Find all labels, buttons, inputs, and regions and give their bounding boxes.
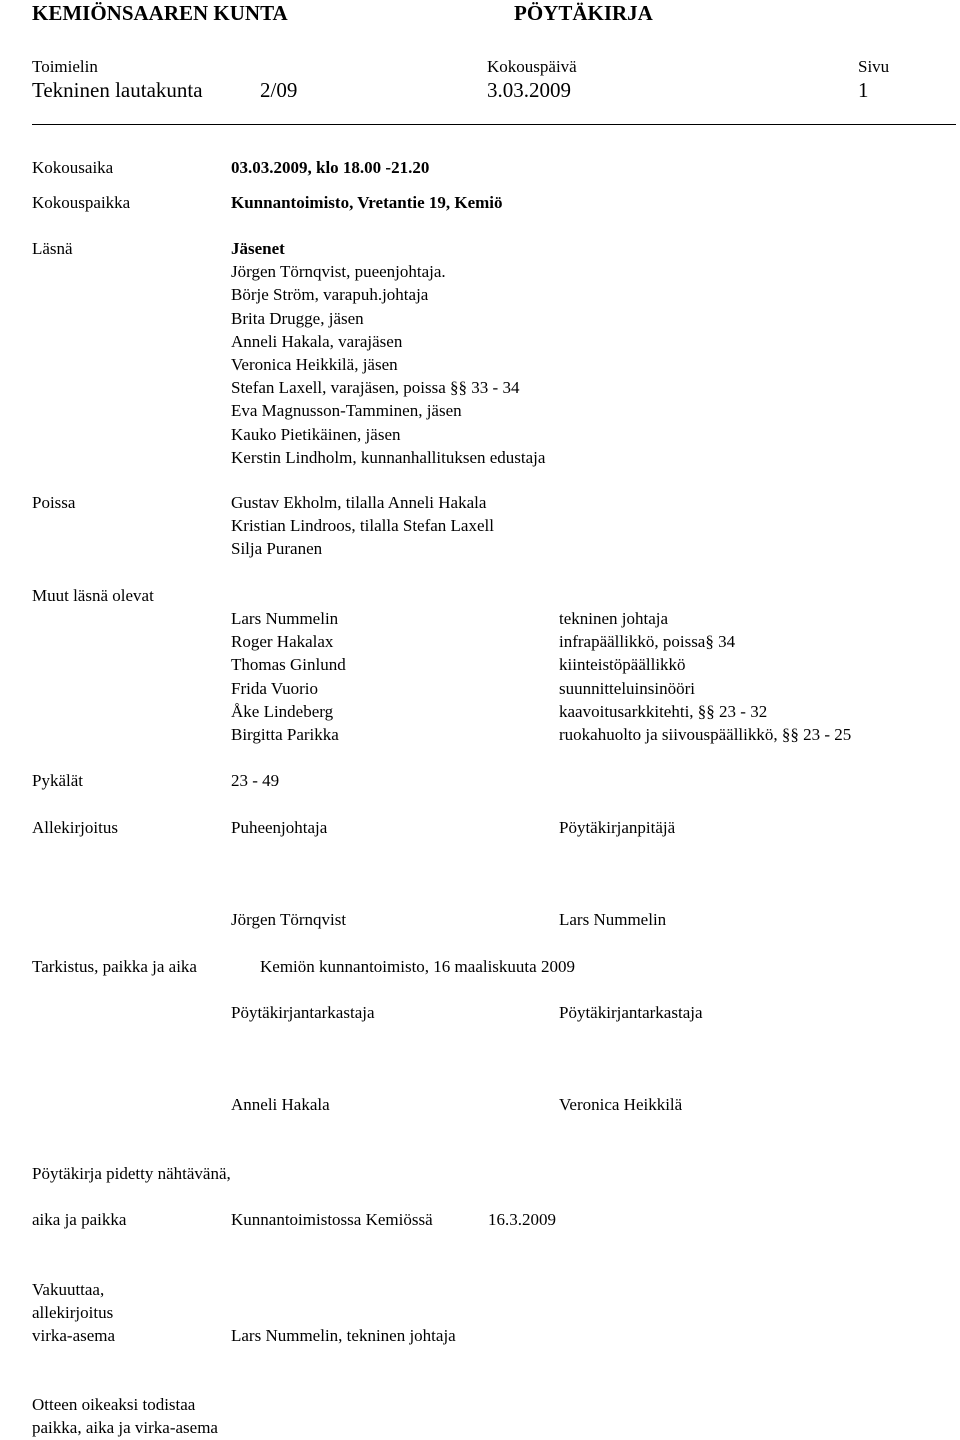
- check-value: Kemiön kunnantoimisto, 16 maaliskuuta 2009: [260, 957, 575, 976]
- extract-block: [32, 1393, 218, 1439]
- others-roles: [559, 607, 851, 746]
- other-person-name: Åke Lindeberg: [231, 701, 334, 721]
- other-person-role: ruokahuolto ja siivouspäällikkö, §§ 23 - 25: [559, 724, 852, 744]
- checker2-label: Pöytäkirjantarkastaja: [559, 1003, 703, 1022]
- secretary-label: Pöytäkirjanpitäjä: [559, 818, 676, 837]
- check-label: Tarkistus, paikka ja aika: [32, 957, 197, 976]
- body-label: Toimielin: [32, 57, 98, 76]
- signature-label: Allekirjoitus: [32, 818, 118, 837]
- other-person-role: infrapäällikkö, poissa§ 34: [559, 632, 736, 652]
- other-person-name: Roger Hakalax: [231, 632, 334, 652]
- others-label: Muut läsnä olevat: [32, 586, 154, 605]
- absent-member: Silja Puranen: [231, 539, 323, 559]
- chair-label: Puheenjohtaja: [231, 818, 328, 837]
- certify-label-line: Vakuuttaa,: [32, 1280, 105, 1299]
- display-label: Pöytäkirja pidetty nähtävänä,: [32, 1164, 231, 1183]
- other-person-name: Lars Nummelin: [231, 609, 339, 628]
- other-person-name: Birgitta Parikka: [231, 724, 339, 744]
- sections-label: Pykälät: [32, 771, 83, 790]
- meeting-place-label: Kokouspaikka: [32, 193, 131, 212]
- date-label: Kokouspäivä: [487, 57, 577, 76]
- present-member: Kerstin Lindholm, kunnanhallituksen edustaja: [231, 447, 546, 467]
- present-member: Stefan Laxell, varajäsen, poissa §§ 33 - 34: [231, 378, 520, 398]
- meeting-time: 03.03.2009, klo 18.00 -21.20: [231, 158, 430, 177]
- absent-block: [231, 491, 494, 561]
- extract-line: Otteen oikeaksi todistaa: [32, 1395, 196, 1414]
- meeting-date: 3.03.2009: [487, 78, 571, 102]
- display-place: Kunnantoimistossa Kemiössä: [231, 1210, 433, 1229]
- header-divider: [32, 124, 956, 125]
- certify-value: Lars Nummelin, tekninen johtaja: [231, 1326, 456, 1345]
- extract-line: paikka, aika ja virka-asema: [32, 1418, 218, 1438]
- absent-member: Gustav Ekholm, tilalla Anneli Hakala: [231, 493, 487, 512]
- present-member: Eva Magnusson-Tamminen, jäsen: [231, 401, 462, 421]
- other-person-role: suunnitteluinsinööri: [559, 678, 695, 698]
- other-person-role: kaavoitusarkkitehti, §§ 23 - 32: [559, 701, 768, 721]
- body-name: Tekninen lautakunta: [32, 78, 203, 102]
- chair-name: Jörgen Törnqvist: [231, 910, 347, 929]
- present-label: Läsnä: [32, 239, 73, 258]
- others-names: [231, 607, 346, 746]
- present-member: Veronica Heikkilä, jäsen: [231, 354, 398, 374]
- present-heading: Jäsenet: [231, 239, 285, 258]
- certify-label-line: virka-asema: [32, 1326, 116, 1346]
- display-time-place-label: aika ja paikka: [32, 1210, 127, 1229]
- meeting-time-label: Kokousaika: [32, 158, 114, 177]
- page-number: 1: [858, 78, 869, 102]
- other-person-name: Thomas Ginlund: [231, 655, 346, 675]
- page-label: Sivu: [858, 57, 890, 76]
- present-member: Brita Drugge, jäsen: [231, 308, 364, 328]
- other-person-role: tekninen johtaja: [559, 609, 669, 628]
- certify-label: [32, 1278, 115, 1348]
- checker1-label: Pöytäkirjantarkastaja: [231, 1003, 375, 1022]
- meeting-number: 2/09: [260, 78, 298, 102]
- present-member: Jörgen Törnqvist, pueenjohtaja.: [231, 262, 446, 282]
- present-member: Anneli Hakala, varajäsen: [231, 331, 403, 351]
- sections-value: 23 - 49: [231, 771, 280, 790]
- present-member: Börje Ström, varapuh.johtaja: [231, 285, 429, 305]
- present-member: Kauko Pietikäinen, jäsen: [231, 424, 401, 444]
- other-person-name: Frida Vuorio: [231, 678, 318, 698]
- meeting-place: Kunnantoimisto, Vretantie 19, Kemiö: [231, 193, 503, 212]
- organization-name: KEMIÖNSAAREN KUNTA: [32, 1, 288, 25]
- absent-member: Kristian Lindroos, tilalla Stefan Laxell: [231, 516, 494, 536]
- checker1-name: Anneli Hakala: [231, 1095, 330, 1114]
- absent-label: Poissa: [32, 493, 76, 512]
- document-type: PÖYTÄKIRJA: [514, 1, 653, 25]
- other-person-role: kiinteistöpäällikkö: [559, 655, 686, 675]
- certify-label-line: allekirjoitus: [32, 1303, 114, 1323]
- checker2-name: Veronica Heikkilä: [559, 1095, 683, 1114]
- secretary-name: Lars Nummelin: [559, 910, 667, 929]
- present-block: [231, 237, 545, 469]
- display-date: 16.3.2009: [488, 1210, 556, 1229]
